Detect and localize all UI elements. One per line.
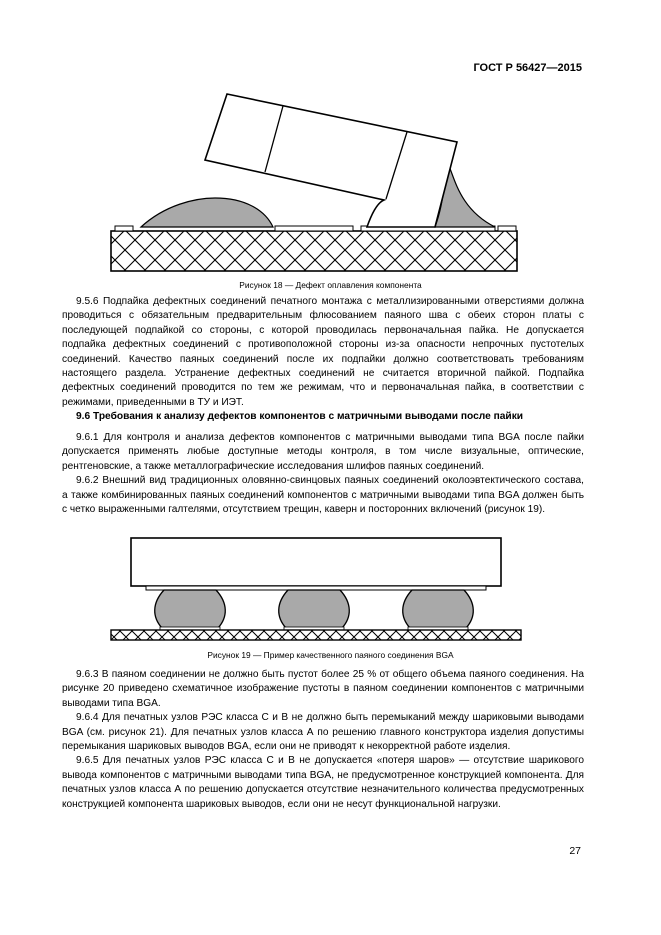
pad-left xyxy=(115,226,133,231)
pcb-board xyxy=(111,231,517,271)
bga-package xyxy=(131,538,501,586)
paragraph-9-6-2: 9.6.2 Внешний вид традиционных оловянно-свинцовых паяных соединений околоэвтектического состава, а также комбинированных паяных соединений компонентов с матричными выводами типа BGA должен быть с четко выраженными галтелями, отсутствием трещин, каверн и посторонних включений (рисунок 19). xyxy=(62,475,584,516)
paragraph-block-9-6-1 xyxy=(62,431,584,517)
paragraph-block-9-5-6 xyxy=(62,295,584,410)
figure-19-caption: Рисунок 19 — Пример качественного паяного соединения BGA xyxy=(207,650,454,660)
section-title-9-6: 9.6 Требования к анализу дефектов компонентов с матричными выводами после пайки xyxy=(76,411,524,422)
paragraph-9-5-6: 9.5.6 Подпайка дефектных соединений печатного монтажа с металлизированными отверстиями должна проводиться с обязательным предварительным флюсованием паяного шва с обеих сторон платы с последующей подпайкой со стороны, с которой проводилась первоначальная пайка. Не допускается подпайка дефектных соединений с противоположной стороны из-за опасности непрочных пустотелых соединений. Качество паяных соединений после их подпайки должно соответствовать требованиям настоящего раздела. Устранение дефектных соединений не считается вторичной пайкой. Подпайка дефектных соединений проводится по тем же режимам, что и первоначальная пайка, в соответствии с режимами, приведенными в ТУ и ИЭТ. xyxy=(62,296,584,408)
figure-19-bga-joint xyxy=(108,535,524,641)
bga-ball-3 xyxy=(403,590,474,628)
paragraph-9-6-3: 9.6.3 В паяном соединении не должно быть пустот более 25 % от общего объема паяного соединения. На рисунке 20 приведено схематичное изображение пустоты в паяном соединении компонентов с матричными выводами типа BGA. xyxy=(62,669,584,709)
pcb-board-bga xyxy=(111,630,521,640)
page-number: 27 xyxy=(569,845,581,857)
document-header: ГОСТ Р 56427—2015 xyxy=(473,62,582,74)
bga-ball-2 xyxy=(279,590,350,628)
bga-ball-1 xyxy=(155,590,226,628)
solder-left xyxy=(141,198,273,227)
paragraph-9-6-5: 9.6.5 Для печатных узлов РЭС класса С и В не допускается «потеря шаров» — отсутствие шарикового вывода компонентов с матричными выводами типа BGA, не предусмотренное конструкцией компонента. Для печатных узлов класса А по решению допускается отсутствие незначительного количества предусмотренных конструкцией компонента шариковых выводов, если они не несут функциональной нагрузки. xyxy=(62,755,584,810)
figure-18-component-reflow-defect xyxy=(105,90,525,275)
paragraph-9-6-1: 9.6.1 Для контроля и анализа дефектов компонентов с матричными выводами типа BGA после пайки допускается применять любые доступные методы контроля, в том числе визуальные, оптические, рентгеновские, а также металлографические исследования шлифов паяных соединений. xyxy=(62,432,584,472)
figure-18-caption: Рисунок 18 — Дефект оплавления компонента xyxy=(239,280,422,290)
pad-middle xyxy=(275,226,353,231)
paragraph-9-6-4: 9.6.4 Для печатных узлов РЭС класса С и В не должно быть перемыканий между шариковыми выводами BGA (см. рисунок 21). Для печатных узлов класса А по решению главного конструктора изделия допустимы перемыкания шариковых выводов BGA, если они не приводят к некорректной работе изделия. xyxy=(62,712,584,753)
paragraph-block-9-6-3 xyxy=(62,668,584,812)
pad-right-edge xyxy=(498,226,516,231)
